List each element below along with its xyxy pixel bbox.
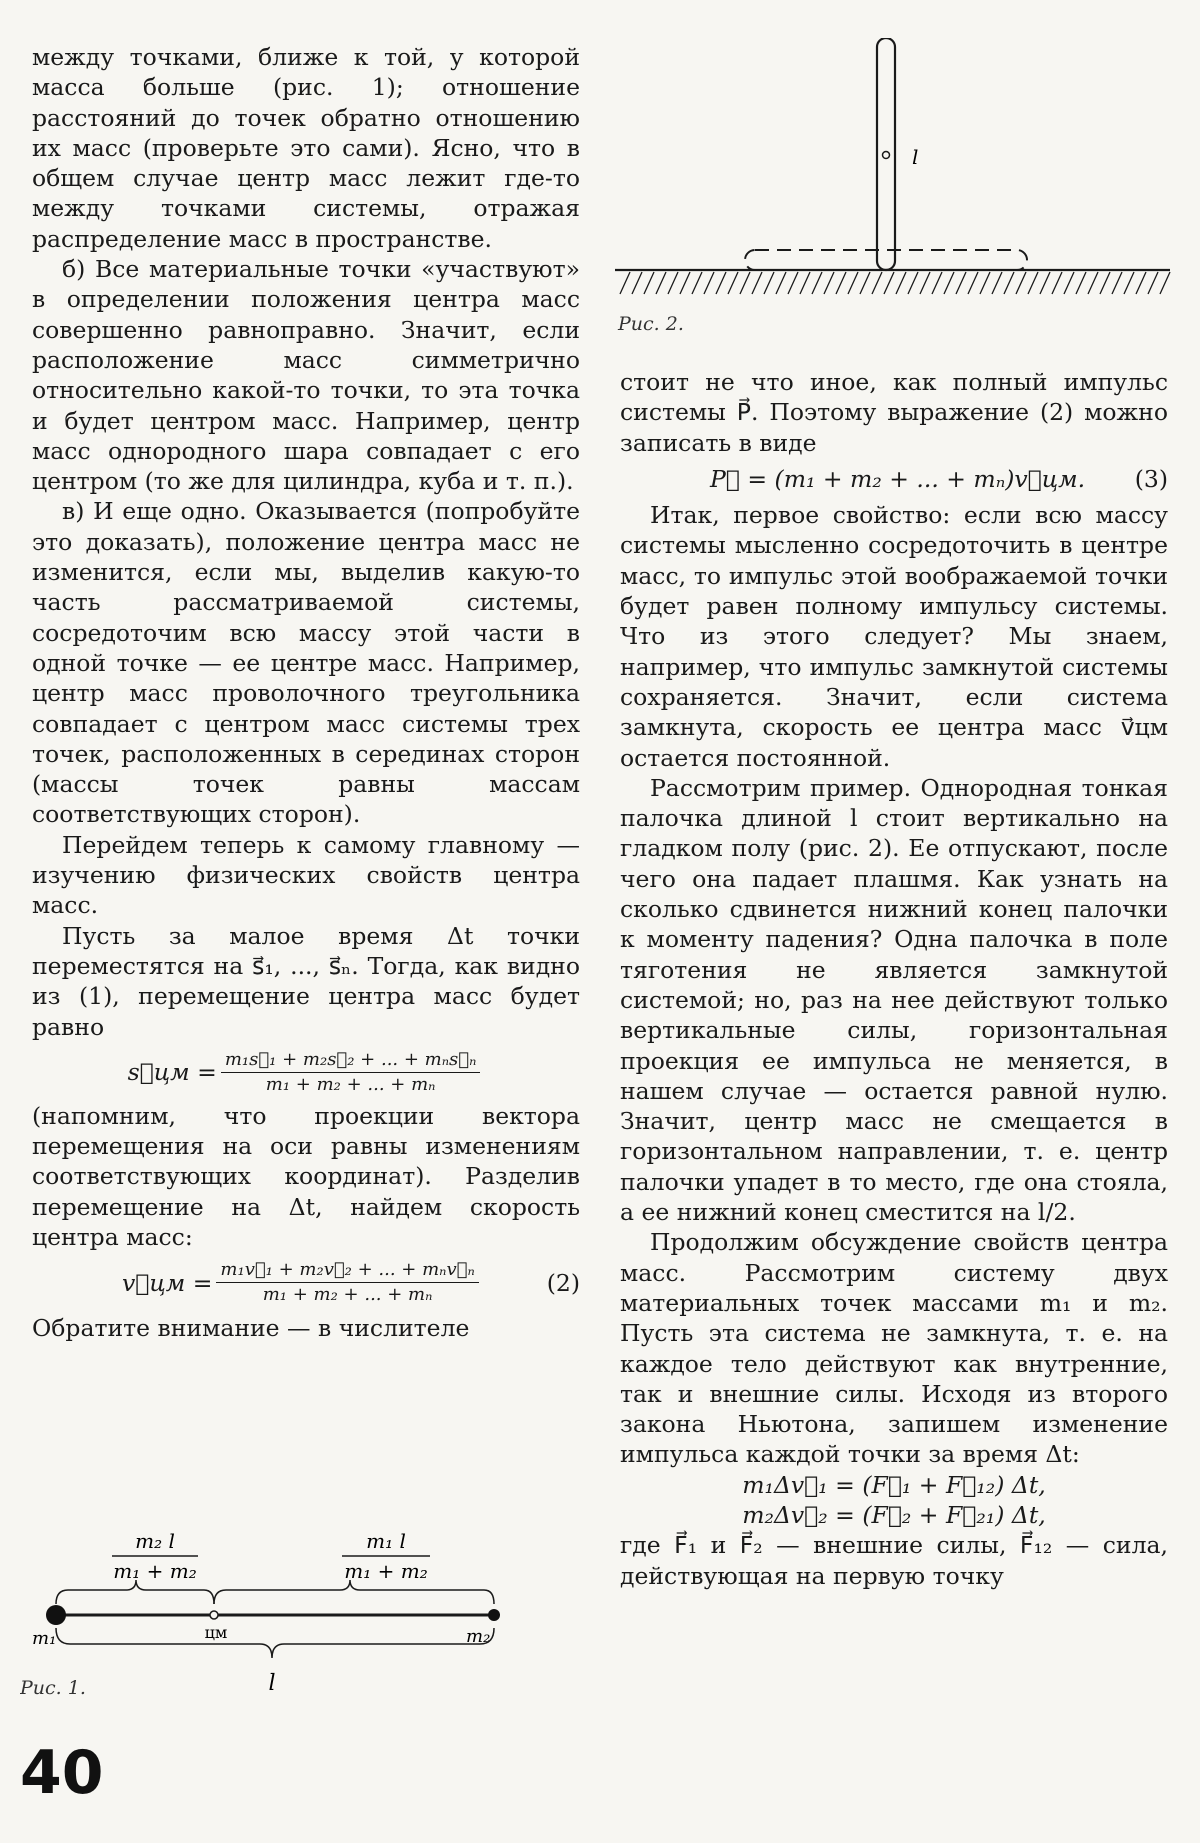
fig1-caption: Рис. 1. xyxy=(20,1677,86,1699)
fig1-label-right-num: m₁ l xyxy=(366,1529,406,1553)
fraction-numerator: m₁s⃗₁ + m₂s⃗₂ + ... + mₙs⃗ₙ xyxy=(221,1048,481,1073)
paragraph: между точками, ближе к той, у которой масса больше (рис. 1); отношение расстояний до точек обратно отношению их масс (проверьте это сами). Ясно, что в общем случае центр масс лежит где-то между точками системы, отражая распределение масс в пространстве. xyxy=(32,43,580,253)
formula-lhs: s⃗цм = xyxy=(127,1058,217,1087)
paragraph: в) И еще одно. Оказывается (попробуйте это доказать), положение центра масс не изменится, если мы, выделив какую-то часть рассматриваемой системы, сосредоточим всю массу этой части в одной точке — ее центре масс. Например, центр масс проволочного треугольника совпадает с центром масс системы трех точек, расположенных в серединах сторон (массы точек равны массам соответствующих сторон). xyxy=(32,497,580,829)
right-column xyxy=(620,367,1168,1591)
paragraph: (напомним, что проекции вектора перемещения на оси равны изменениям соответствующих координат). Разделив перемещение на Δt, найдем скорость центра масс: xyxy=(32,1101,580,1251)
fraction xyxy=(221,1048,481,1097)
fraction-numerator: m₁v⃗₁ + m₂v⃗₂ + ... + mₙv⃗ₙ xyxy=(216,1258,478,1283)
page-number: 40 xyxy=(20,1738,104,1808)
paragraph: где F⃗₁ и F⃗₂ — внешние силы, F⃗₁₂ — сила, действующая на первую точку xyxy=(620,1531,1168,1590)
fraction-denominator: m₁ + m₂ + ... + mₙ xyxy=(262,1284,433,1306)
equation-line: m₁Δv⃗₁ = (F⃗₁ + F⃗₁₂) Δt, xyxy=(742,1470,1046,1499)
formula-total-momentum xyxy=(620,464,1168,494)
fig2-floor-hatching xyxy=(620,272,1170,294)
figure-2 xyxy=(610,38,1180,348)
fig1-label-m1: m₁ xyxy=(32,1628,57,1649)
equation-number: (2) xyxy=(546,1268,580,1297)
formula-cm-displacement xyxy=(32,1048,580,1097)
fig1-cm-point xyxy=(210,1611,218,1619)
formula-cm-velocity xyxy=(32,1258,580,1307)
paragraph: Пусть за малое время Δt точки переместятся на s⃗₁, ..., s⃗ₙ. Тогда, как видно из (1), перемещение центра масс будет равно xyxy=(32,921,580,1041)
fraction-denominator: m₁ + m₂ + ... + mₙ xyxy=(265,1073,436,1095)
fig1-label-right-den: m₁ + m₂ xyxy=(344,1559,428,1583)
equation-number: (3) xyxy=(1134,464,1168,493)
formula-body: P⃗ = (m₁ + m₂ + ... + mₙ)v⃗цм. xyxy=(710,464,1086,493)
fig1-label-m2: m₂ xyxy=(466,1626,491,1647)
paragraph: Обратите внимание — в числителе xyxy=(32,1314,470,1343)
fig2-caption: Рис. 2. xyxy=(618,313,684,335)
figure-1 xyxy=(20,1526,600,1726)
fig1-label-cm: цм xyxy=(204,1623,228,1642)
paragraph: Продолжим обсуждение свойств центра масс. Рассмотрим систему двух материальных точек массами m₁ и m₂. Пусть эта система не замкнута, т. е. на каждое тело действуют как внутренние, так и внешние силы. Исходя из второго закона Ньютона, запишем изменение импульса каждой точки за время Δt: xyxy=(620,1228,1168,1469)
equation-line: m₂Δv⃗₂ = (F⃗₂ + F⃗₂₁) Δt, xyxy=(742,1500,1046,1529)
fig1-mass-2 xyxy=(488,1609,500,1621)
paragraph: Перейдем теперь к самому главному — изучению физических свойств центра масс. xyxy=(32,830,580,920)
fig1-mass-1 xyxy=(46,1605,66,1625)
formula-lhs: v⃗цм = xyxy=(122,1268,213,1297)
fig2-label-l: l xyxy=(912,145,919,169)
paragraph: Итак, первое свойство: если всю массу системы мысленно сосредоточить в центре масс, то импульс этой воображаемой точки будет равен полному импульсу системы. Что из этого следует? Мы знаем, например, что импульс замкнутой системы сохраняется. Значит, если система замкнута, скорость ее центра масс v⃗цм остается постоянной. xyxy=(620,501,1168,772)
fig1-brace-right xyxy=(214,1580,494,1604)
fig1-label-left-num: m₂ l xyxy=(135,1529,175,1553)
fraction xyxy=(216,1258,478,1307)
paragraph: Рассмотрим пример. Однородная тонкая палочка длиной l стоит вертикально на гладком полу (рис. 2). Ее отпускают, после чего она падает плашмя. Как узнать на сколько сдвинется нижний конец палочки к моменту падения? Одна палочка в поле тяготения не является замкнутой системой; но, раз на нее действуют только вертикальные силы, горизонтальная проекция ее импульса не меняется, в нашем случае — остается равной нулю. Значит, центр масс не смещается в горизонтальном направлении, т. е. центр палочки упадет в то место, где она стояла, а ее нижний конец сместится на l/2. xyxy=(620,773,1168,1227)
fig1-label-l: l xyxy=(268,1671,276,1696)
fig1-brace-left xyxy=(56,1580,214,1604)
paragraph: стоит не что иное, как полный импульс системы P⃗. Поэтому выражение (2) можно записать в виде xyxy=(620,368,1168,457)
fig2-center-point xyxy=(883,152,890,159)
left-column xyxy=(32,42,580,1344)
fig1-label-left-den: m₁ + m₂ xyxy=(113,1559,197,1583)
paragraph: б) Все материальные точки «участвуют» в определении положения центра масс совершенно равноправно. Значит, если расположение масс симметрично относительно какой-то точки, то эта точка и будет центром масс. Например, центр масс однородного шара совпадает с его центром (то же для цилиндра, куба и т. п.). xyxy=(32,255,580,496)
fig1-brace-bottom xyxy=(56,1628,494,1658)
